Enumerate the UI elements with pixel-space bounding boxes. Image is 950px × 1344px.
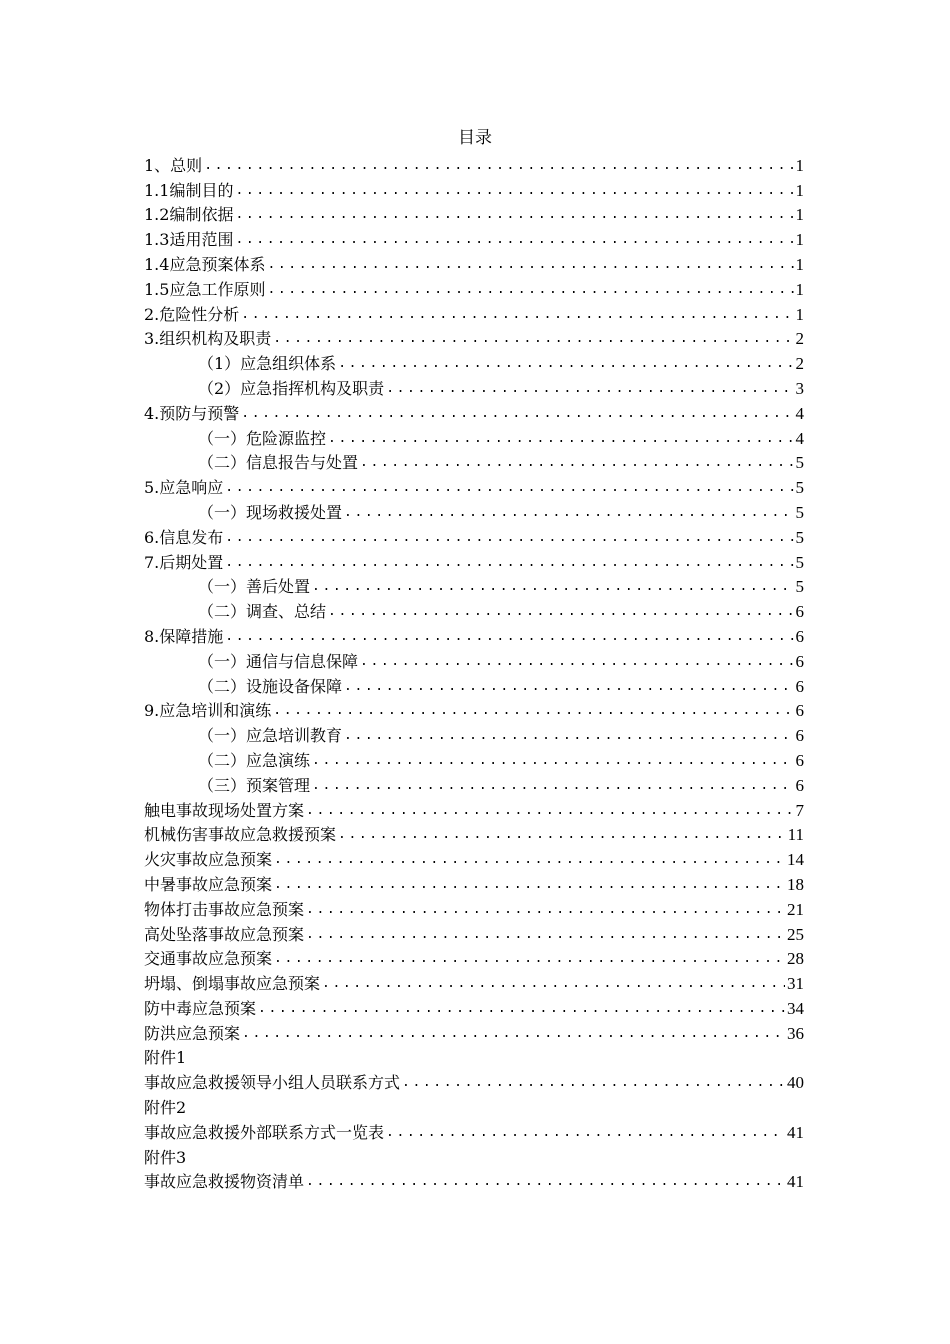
- toc-entry-text: 9.应急培训和演练: [144, 701, 272, 721]
- toc-dot-leader: [225, 552, 793, 574]
- toc-entry[interactable]: [144, 276, 804, 301]
- toc-page-number: 6: [795, 775, 804, 795]
- toc-page-number: 4: [795, 403, 804, 423]
- toc-entry-text: （一）现场救援处置: [198, 502, 343, 522]
- toc-page-number: 6: [795, 651, 804, 671]
- toc-dot-leader: [273, 700, 793, 722]
- toc-entry[interactable]: [144, 450, 804, 475]
- toc-entry[interactable]: [144, 152, 804, 177]
- toc-page-number: 31: [787, 974, 804, 994]
- toc-entry-text: 防中毒应急预案: [144, 998, 257, 1018]
- toc-entry[interactable]: [144, 1045, 804, 1070]
- toc-page-number: 5: [795, 453, 804, 473]
- toc-page-number: 6: [795, 750, 804, 770]
- toc-dot-leader: [241, 304, 793, 326]
- toc-entry[interactable]: [144, 970, 804, 995]
- toc-entry[interactable]: [144, 946, 804, 971]
- toc-entry[interactable]: [144, 921, 804, 946]
- toc-page-number: 4: [795, 428, 804, 448]
- toc-dot-leader: [267, 279, 793, 301]
- toc-entry-text: （2）应急指挥机构及职责: [198, 378, 385, 398]
- toc-entry[interactable]: [144, 797, 804, 822]
- toc-entry[interactable]: [144, 1094, 804, 1119]
- toc-dot-leader: [242, 1023, 785, 1045]
- toc-page-number: 6: [795, 676, 804, 696]
- toc-dot-leader: [306, 1171, 785, 1193]
- toc-page-number: 40: [787, 1073, 804, 1093]
- toc-dot-leader: [322, 973, 785, 995]
- toc-dot-leader: [338, 824, 786, 846]
- toc-page-number: 6: [795, 726, 804, 746]
- toc-entry[interactable]: [144, 251, 804, 276]
- toc-entry[interactable]: [144, 1069, 804, 1094]
- toc-entry-text: 事故应急救援外部联系方式一览表: [144, 1122, 385, 1142]
- toc-page-number: 6: [795, 626, 804, 646]
- toc-entry[interactable]: [144, 524, 804, 549]
- toc-entry[interactable]: [144, 673, 804, 698]
- toc-entry[interactable]: [144, 846, 804, 871]
- toc-entry-text: 2.危险性分析: [144, 304, 240, 324]
- toc-page-number: 34: [787, 998, 804, 1018]
- toc-dot-leader: [328, 601, 793, 623]
- toc-dot-leader: [267, 254, 793, 276]
- toc-page-number: 36: [787, 1023, 804, 1043]
- toc-dot-leader: [306, 800, 793, 822]
- toc-page-number: 3: [795, 378, 804, 398]
- toc-entry[interactable]: [144, 326, 804, 351]
- toc-page-number: 5: [795, 527, 804, 547]
- toc-dot-leader: [273, 328, 793, 350]
- toc-entry-text: （一）通信与信息保障: [198, 651, 359, 671]
- toc-entry[interactable]: [144, 226, 804, 251]
- toc-entry-text: 物体打击事故应急预案: [144, 899, 305, 919]
- toc-dot-leader: [225, 626, 793, 648]
- toc-page-number: 21: [787, 899, 804, 919]
- toc-entry[interactable]: [144, 350, 804, 375]
- toc-dot-leader: [386, 1122, 785, 1144]
- toc-entry[interactable]: [144, 1020, 804, 1045]
- toc-page-number: 1: [795, 180, 804, 200]
- toc-dot-leader: [328, 428, 793, 450]
- toc-entry[interactable]: [144, 995, 804, 1020]
- toc-entry-text: （一）危险源监控: [198, 428, 327, 448]
- toc-page-number: 6: [795, 701, 804, 721]
- toc-dot-leader: [344, 676, 793, 698]
- toc-entry[interactable]: [144, 549, 804, 574]
- toc-dot-leader: [306, 899, 785, 921]
- toc-entry-text: 1.2编制依据: [144, 205, 234, 225]
- toc-entry[interactable]: [144, 871, 804, 896]
- toc-page-number: 5: [795, 552, 804, 572]
- toc-entry-text: 7.后期处置: [144, 552, 224, 572]
- toc-entry-text: 中暑事故应急预案: [144, 874, 273, 894]
- toc-entry[interactable]: [144, 722, 804, 747]
- toc-page-number: 2: [795, 354, 804, 374]
- toc-page-number: 6: [795, 602, 804, 622]
- toc-page-number: 1: [795, 254, 804, 274]
- toc-entry-text: （二）设施设备保障: [198, 676, 343, 696]
- toc-entry-text: （1）应急组织体系: [198, 354, 337, 374]
- toc-dot-leader: [312, 576, 793, 598]
- toc-page-number: 5: [795, 502, 804, 522]
- toc-dot-leader: [386, 378, 793, 400]
- toc-dot-leader: [225, 527, 793, 549]
- toc-dot-leader: [274, 874, 785, 896]
- toc-page-number: 1: [795, 155, 804, 175]
- toc-entry[interactable]: [144, 474, 804, 499]
- toc-entry[interactable]: [144, 896, 804, 921]
- toc-entry-text: 触电事故现场处置方案: [144, 800, 305, 820]
- toc-dot-leader: [258, 998, 785, 1020]
- toc-dot-leader: [225, 477, 793, 499]
- toc-page-number: 5: [795, 577, 804, 597]
- toc-entry-text: 高处坠落事故应急预案: [144, 924, 305, 944]
- toc-entry[interactable]: [144, 301, 804, 326]
- toc-entry[interactable]: [144, 698, 804, 723]
- toc-entry[interactable]: [144, 1144, 804, 1169]
- toc-entry-text: 机械伤害事故应急救援预案: [144, 825, 337, 845]
- toc-entry-text: 5.应急响应: [144, 478, 224, 498]
- toc-page-number: 5: [795, 478, 804, 498]
- toc-page-number: 14: [787, 850, 804, 870]
- toc-entry-text: 防洪应急预案: [144, 1023, 241, 1043]
- toc-page-number: 7: [795, 800, 804, 820]
- toc-dot-leader: [274, 948, 785, 970]
- toc-entry[interactable]: [144, 574, 804, 599]
- toc-entry-text: 1.4应急预案体系: [144, 254, 266, 274]
- toc-entry-text: 1.3适用范围: [144, 230, 234, 250]
- toc-entry-text: 1、总则: [144, 155, 203, 175]
- toc-entry-text: 附件1: [144, 1048, 187, 1068]
- toc-page-number: 1: [795, 304, 804, 324]
- toc-page-number: 41: [787, 1172, 804, 1192]
- toc-entry-text: 火灾事故应急预案: [144, 850, 273, 870]
- toc-dot-leader: [306, 924, 785, 946]
- toc-entry[interactable]: [144, 177, 804, 202]
- toc-entry-text: （一）应急培训教育: [198, 726, 343, 746]
- toc-entry[interactable]: [144, 425, 804, 450]
- toc-dot-leader: [402, 1072, 785, 1094]
- toc-entry-text: 附件3: [144, 1147, 187, 1167]
- toc-entry[interactable]: [144, 1169, 804, 1194]
- toc-dot-leader: [338, 353, 793, 375]
- toc-entry[interactable]: [144, 648, 804, 673]
- toc-dot-leader: [360, 651, 793, 673]
- toc-dot-leader: [344, 502, 793, 524]
- toc-page-number: 2: [795, 329, 804, 349]
- toc-dot-leader: [274, 849, 785, 871]
- toc-dot-leader: [204, 155, 793, 177]
- toc-dot-leader: [312, 750, 793, 772]
- toc-entry[interactable]: [144, 400, 804, 425]
- toc-page-number: 28: [787, 949, 804, 969]
- toc-entry-text: 1.5应急工作原则: [144, 279, 266, 299]
- toc-page-number: 18: [787, 874, 804, 894]
- toc-entry-text: （一）善后处置: [198, 577, 311, 597]
- toc-entry-text: 坍塌、倒塌事故应急预案: [144, 974, 321, 994]
- toc-entry-text: （二）调查、总结: [198, 602, 327, 622]
- toc-page-number: 1: [795, 205, 804, 225]
- toc-dot-leader: [241, 403, 793, 425]
- toc-entry-text: （三）预案管理: [198, 775, 311, 795]
- toc-entry-text: 事故应急救援领导小组人员联系方式: [144, 1073, 401, 1093]
- toc-entry-text: 3.组织机构及职责: [144, 329, 272, 349]
- toc-entry[interactable]: [144, 1119, 804, 1144]
- toc-entry-text: （二）信息报告与处置: [198, 453, 359, 473]
- toc-entry-text: 8.保障措施: [144, 626, 224, 646]
- toc-entry-text: 1.1编制目的: [144, 180, 234, 200]
- toc-dot-leader: [312, 775, 793, 797]
- toc-entry-text: 交通事故应急预案: [144, 949, 273, 969]
- toc-page-number: 1: [795, 279, 804, 299]
- toc-entry[interactable]: [144, 747, 804, 772]
- toc-entry-text: （二）应急演练: [198, 750, 311, 770]
- toc-entry-text: 附件2: [144, 1098, 187, 1118]
- toc-entry-text: 事故应急救援物资清单: [144, 1172, 305, 1192]
- toc-page-number: 11: [787, 825, 804, 845]
- toc-entry-text: 6.信息发布: [144, 527, 224, 547]
- toc-entry[interactable]: [144, 375, 804, 400]
- toc-entry[interactable]: [144, 623, 804, 648]
- toc-dot-leader: [235, 204, 793, 226]
- toc-entry[interactable]: [144, 772, 804, 797]
- toc-entry[interactable]: [144, 499, 804, 524]
- toc-title: 目录: [458, 128, 492, 148]
- toc-dot-leader: [235, 229, 793, 251]
- toc-page-number: 41: [787, 1122, 804, 1142]
- toc-dot-leader: [344, 725, 793, 747]
- toc-page-number: 1: [795, 230, 804, 250]
- toc-entry[interactable]: [144, 598, 804, 623]
- table-of-contents: [144, 152, 804, 1193]
- toc-dot-leader: [235, 180, 793, 202]
- toc-dot-leader: [360, 452, 793, 474]
- toc-page-number: 25: [787, 924, 804, 944]
- toc-entry-text: 4.预防与预警: [144, 403, 240, 423]
- toc-entry[interactable]: [144, 202, 804, 227]
- toc-entry[interactable]: [144, 822, 804, 847]
